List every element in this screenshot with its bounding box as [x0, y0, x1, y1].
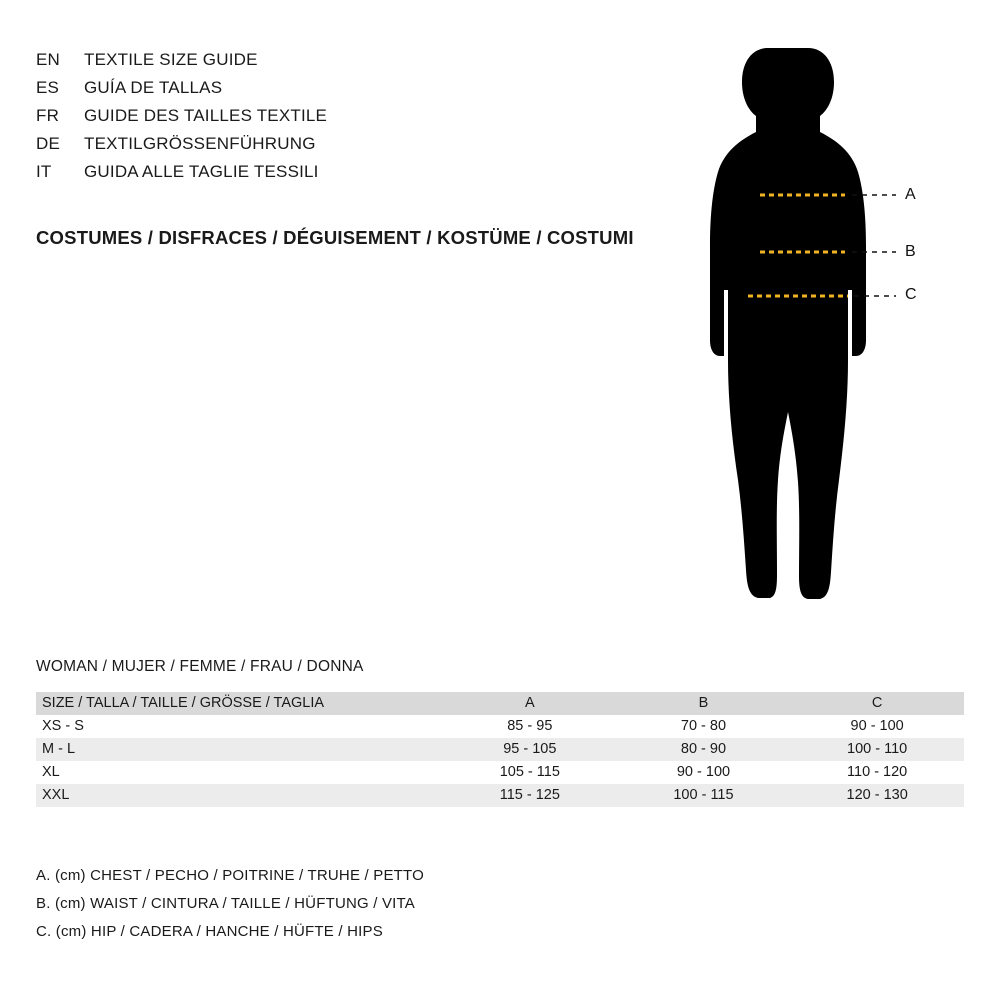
cell-c: 90 - 100 — [850, 718, 904, 734]
table-header — [36, 692, 964, 715]
language-title-list — [36, 50, 456, 190]
column-header-b: B — [698, 695, 709, 711]
table-row — [36, 738, 964, 761]
footnote-c: C. (cm) HIP / CADERA / HANCHE / HÜFTE / HIPS — [36, 923, 383, 940]
column-header-a: A — [524, 695, 535, 711]
language-code-de: DE — [36, 134, 61, 153]
table-row — [36, 784, 964, 807]
cell-size: XXL — [42, 787, 70, 803]
language-code-fr: FR — [36, 106, 60, 125]
marker-label-b: B — [905, 243, 916, 260]
column-header-c: C — [871, 695, 883, 711]
cell-b: 100 - 115 — [673, 787, 734, 803]
figure-diagram — [700, 40, 960, 620]
footnote-a: A. (cm) CHEST / PECHO / POITRINE / TRUHE / PETTO — [36, 867, 424, 884]
language-row-fr — [36, 106, 456, 134]
table-row — [36, 715, 964, 738]
cell-b: 90 - 100 — [676, 764, 731, 780]
language-row-de — [36, 134, 456, 162]
language-text-es: GUÍA DE TALLAS — [84, 78, 223, 97]
cell-size: XL — [42, 764, 60, 780]
measurement-lines — [700, 40, 960, 620]
footnote-list — [36, 862, 424, 946]
cell-c: 110 - 120 — [847, 764, 908, 780]
costumes-heading: COSTUMES / DISFRACES / DÉGUISEMENT / KOSTÜME / COSTUMI — [36, 227, 634, 248]
table-header-row — [36, 692, 964, 715]
footnote-b: B. (cm) WAIST / CINTURA / TAILLE / HÜFTUNG / VITA — [36, 895, 415, 912]
language-code-it: IT — [36, 162, 52, 181]
cell-a: 95 - 105 — [503, 741, 557, 757]
language-row-es — [36, 78, 456, 106]
cell-a: 105 - 115 — [499, 764, 560, 780]
cell-size: XS - S — [42, 718, 84, 734]
language-text-de: TEXTILGRÖSSENFÜHRUNG — [84, 134, 316, 153]
size-table — [36, 692, 964, 807]
marker-label-c: C — [905, 286, 917, 303]
language-row-en — [36, 50, 456, 78]
cell-a: 115 - 125 — [499, 787, 560, 803]
cell-b: 80 - 90 — [680, 741, 727, 757]
column-header-size: SIZE / TALLA / TAILLE / GRÖSSE / TAGLIA — [42, 695, 325, 711]
table-title: WOMAN / MUJER / FEMME / FRAU / DONNA — [36, 658, 364, 675]
language-text-en: TEXTILE SIZE GUIDE — [84, 50, 258, 69]
language-row-it — [36, 162, 456, 190]
language-text-fr: GUIDE DES TAILLES TEXTILE — [84, 106, 328, 125]
cell-b: 70 - 80 — [680, 718, 727, 734]
cell-size: M - L — [42, 741, 76, 757]
table-body — [36, 715, 964, 807]
table-row — [36, 761, 964, 784]
language-code-es: ES — [36, 78, 60, 97]
cell-c: 100 - 110 — [847, 741, 908, 757]
cell-a: 85 - 95 — [507, 718, 553, 734]
marker-label-a: A — [905, 186, 916, 203]
language-text-it: GUIDA ALLE TAGLIE TESSILI — [84, 162, 319, 181]
cell-c: 120 - 130 — [846, 787, 908, 803]
language-code-en: EN — [36, 50, 61, 69]
